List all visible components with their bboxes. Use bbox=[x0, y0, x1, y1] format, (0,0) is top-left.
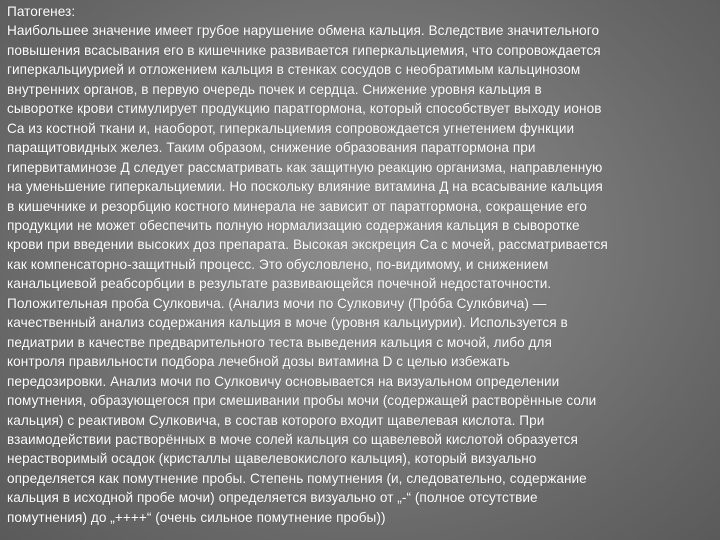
body-text: Патогенез: Наибольшее значение имеет грубое нарушение обмена кальция. Вследствие значительного повышения всасывания его в кишечнике развивается гиперкальциемия, что сопровождается гиперкальциурией и отложением кальция в стенках сосудов с необратимым кальцинозом внутренних органов, в первую очередь почек и сердца. Снижение уровня кальция в сыворотке крови стимулирует продукцию паратгормона, который способствует выходу ионов Ca из костной ткани и, наоборот, гиперкальциемия сопровождается угнетением функции паращитовидных желез. Таким образом, снижение образования паратгормона при гипервитаминозе Д следует рассматривать как защитную реакцию организма, направленную на уменьшение гиперкальциемии. Но поскольку влияние витамина Д на всасывание кальция в кишечнике и резорбцию костного минерала не зависит от паратгормона, сокращение его продукции не может обеспечить полную нормализацию содержания кальция в сыворотке крови при введении высоких доз препарата. Высокая экскреция Са с мочей, рассматривается как компенсаторно-защитный процесс. Это обусловлено, по-видимому, и снижением канальциевой реабсорбции в результате развивающейся почечной недостаточности. Положительная проба Сулковича. (Анализ мочи по Сулковичу (Про́ба Сулко́вича) — качественный анализ содержания кальция в моче (уровня кальциурии). Используется в педиатрии в качестве предварительного теста выведения кальция с мочой, либо для контроля правильности подбора лечебной дозы витамина D с целью избежать передозировки. Анализ мочи по Сулковичу основывается на визуальном определении помутнения, образующегося при смешивании пробы мочи (содержащей растворённые соли кальция) с реактивом Сулковича, в состав которого входит щавелевая кислота. При взаимодействии растворённых в моче солей кальция со щавелевой кислотой образуется нерастворимый осадок (кристаллы щавелевокислого кальция), который визуально определяется как помутнение пробы. Степень помутнения (и, следовательно, содержание кальция в исходной пробе мочи) определяется визуально от „-“ (полное отсутствие помутнения) до „++++“ (очень сильное помутнение пробы)) bbox=[7, 4, 608, 525]
